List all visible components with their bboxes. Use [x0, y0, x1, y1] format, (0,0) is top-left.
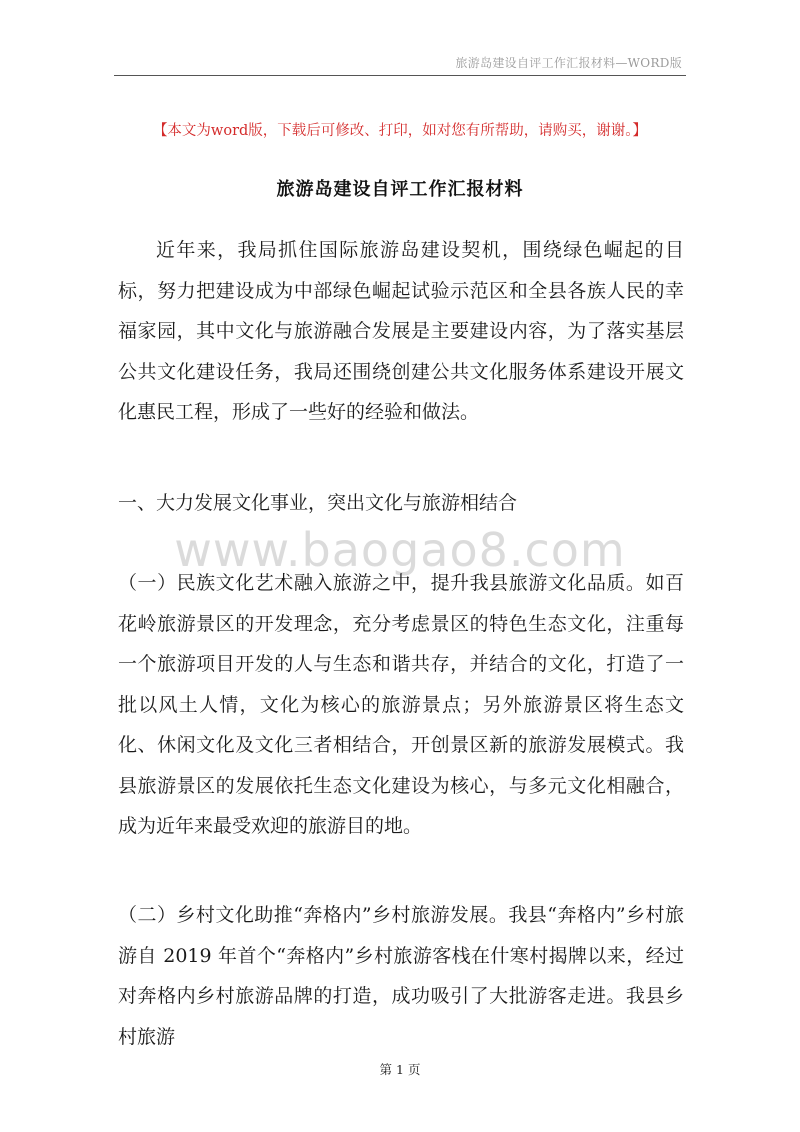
watermark-text: www.baogao8.com — [174, 523, 626, 577]
document-title: 旅游岛建设自评工作汇报材料 — [276, 179, 524, 200]
paragraph-section-2: （二）乡村文化助推“奔格内”乡村旅游发展。我县“奔格内”乡村旅游自 2019 年首个“奔格内”乡村旅游客栈在什寒村揭牌以来，经过对奔格内乡村旅游品牌的打造，成功吸引了大批游客走进。我县乡村旅游 — [118, 904, 684, 1048]
page-number: 第 1 页 — [379, 1062, 421, 1077]
paragraph-intro: 近年来，我局抓住国际旅游岛建设契机，围绕绿色崛起的目标，努力把建设成为中部绿色崛起试验示范区和全县各族人民的幸福家园，其中文化与旅游融合发展是主要建设内容，为了落实基层公共文化建设任务，我局还围绕创建公共文化服务体系建设开展文化惠民工程，形成了一些好的经验和做法。 — [118, 239, 684, 423]
section-heading: 一、大力发展文化事业，突出文化与旅游相结合 — [118, 492, 518, 514]
header-divider — [114, 75, 686, 76]
page-header-title: 旅游岛建设自评工作汇报材料—WORD版 — [455, 56, 682, 70]
purchase-notice: 【本文为word版，下载后可修改、打印，如对您有所帮助，请购买，谢谢。】 — [152, 123, 648, 139]
paragraph-section-1: （一）民族文化艺术融入旅游之中，提升我县旅游文化品质。如百花岭旅游景区的开发理念，充分考虑景区的特色生态文化，注重每一个旅游项目开发的人与生态和谐共存，并结合的文化，打造了一批以风土人情，文化为核心的旅游景点；另外旅游景区将生态文化、休闲文化及文化三者相结合，开创景区新的旅游发展模式。我县旅游景区的发展依托生态文化建设为核心，与多元文化相融合，成为近年来最受欢迎的旅游目的地。 — [118, 572, 684, 837]
